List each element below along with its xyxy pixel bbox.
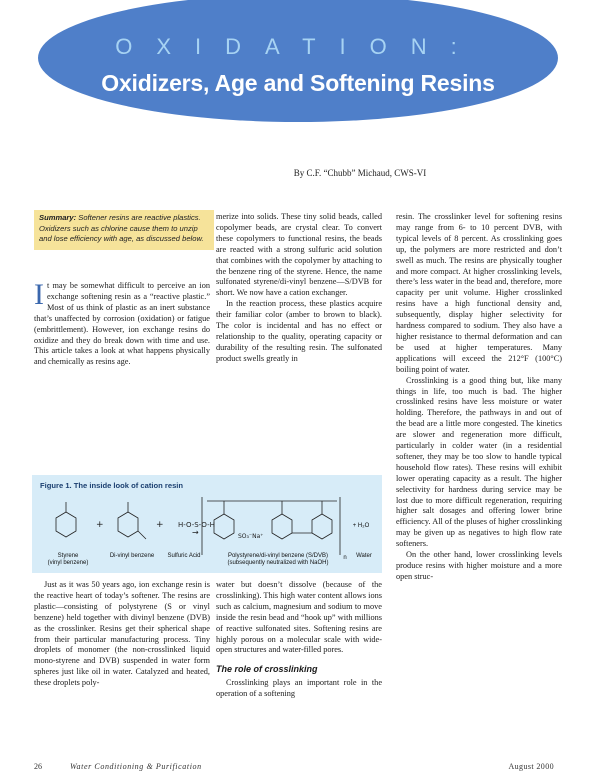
subhead-crosslinking: The role of crosslinking — [216, 664, 318, 675]
title-banner — [38, 0, 558, 122]
column-1-continued — [34, 580, 210, 689]
label-dvb: Di-vinyl benzene — [109, 553, 155, 559]
column-2-bottom — [216, 580, 382, 700]
paragraph: water but doesn’t dissolve (because of the crosslinking). This high water content allows ions such as calcium, magnesium and sodium to move inside the resin bead and “hook up” with millions of reactive sulfonated sites. Softening resins are highly porous on a molecular scale with wide-open structures and water-filled pores. — [216, 580, 382, 655]
intro-paragraph: t may be somewhat difficult to perceive an ion exchange softening resin as a “reactive plastic.” Most of us think of plastic as an inert substance that’s unaffected by corrosion (oxidation) or fatigue (embrittlement). However, ion exchange resins do oxidize and they do break down with time and use. This article takes a look at what happens physically and chemically as resins age. — [34, 281, 210, 367]
benzene-ring-product — [214, 514, 234, 539]
label-repeat-n: n — [343, 555, 347, 561]
paragraph: resin. The crosslinker level for softening resins may range from 6- to 10 percent DVB, with typical levels of 8 percent. As crosslinking goes up, the polymers are more restricted and don’t swell as much. The resins are physically tougher and more compact. At higher crosslinking levels, there’s less water in the bead and, therefore, more capacity per unit volume. Higher crosslinked resins have a high functional density and, subsequently, display higher selectivity for hardness compared to sodium. They also have a higher resistance to thermal deformation and can be used at higher temperatures. Many applications will exceed the 212°F (100°C) boiling point of water. — [396, 212, 562, 374]
label-product: Polystyrene/di-vinyl benzene (S/DVB) (subsequently neutralized with NaOH) — [227, 553, 329, 566]
label-styrene: Styrene (vinyl benzene) — [47, 553, 89, 566]
paragraph: merize into solids. These tiny solid beads, called copolymer beads, are crystal clear. To convert these copolymers to functional resins, the beads are reacted with a strong sulfuric acid solution that combines with the copolymer by attaching to the benzene ring of the styrene. Hence, the name sulfonated styrene/di-vinyl benzene—S/DVB for short. We now have a cation exchanger. — [216, 212, 382, 298]
summary-text: Softener resins are reactive plastics. Oxidizers such as chlorine cause them to unzip and lose efficiency with age, as discussed below. — [39, 213, 204, 244]
paragraph: Crosslinking plays an important role in the operation of a softening — [216, 678, 382, 699]
summary-box — [34, 210, 214, 250]
column-1-intro — [34, 278, 210, 368]
figure-cation-resin — [32, 475, 382, 573]
vinyl-bond — [138, 531, 146, 539]
section-kicker: OXIDATION: — [115, 34, 481, 59]
sulfuric-acid-formula: H-O-S-O-H — [178, 521, 215, 529]
plus-sign: + — [156, 520, 164, 530]
label-water: Water — [356, 553, 372, 559]
benzene-ring-styrene — [56, 512, 76, 537]
benzene-ring-product — [312, 514, 332, 539]
plus-sign: + — [96, 520, 104, 530]
label-h2o: + H₂O — [352, 523, 370, 529]
sulfonate-group: SO₃⁻Na⁺ — [238, 533, 264, 540]
paragraph: Just as it was 50 years ago, ion exchange resin is the reactive heart of today’s softener. The resins are plastic—consisting of polystyrene (S or vinyl benzene) held together with divinyl benzene (DVB) as the crosslinker. Resins get their spherical shape from their particular manufacturing process. Tiny droplets of monomer (the non-crosslinked liquid mono-styrene and DVB) suspended in water form spheres just like oil in water. Catalyzed and heated, these droplets poly- — [34, 580, 210, 688]
article-headline: Oxidizers, Age and Softening Resins — [101, 70, 495, 96]
column-3 — [396, 212, 562, 583]
paragraph: Crosslinking is a good thing but, like many things in life, too much is bad. The higher crosslinked resins have less moisture or water holding. Therefore, the pathways in and out of the bead are a little more congested. The kinetics are slower and regeneration more difficult, particularly in colder water (in a residential softener, they may be too slow to handle typical household flow rates). These resins will exhibit lower operating capacity as a result. The higher selectivity for hardness during service may be lost due to more difficult regeneration, requiring higher salt dosages and offering lower brine efficiency. All of the pluses of higher crosslinking may be given up as negatives to high flow rate softeners. — [396, 375, 562, 549]
reaction-arrow: → — [192, 528, 199, 537]
figure-title: Figure 1. The inside look of cation resin — [40, 481, 184, 490]
publication-name: Water Conditioning & Purification — [70, 762, 202, 771]
summary-label: Summary: — [39, 213, 77, 222]
paragraph: In the reaction process, these plastics acquire their familiar color (amber to brown to black). The color is incidental and has no effect or relationship to the quality, operating capacity or durability of the resulting resin. The sulfonated product swells greatly in — [216, 299, 382, 363]
paragraph: On the other hand, lower crosslinking levels produce resins with higher moisture and a more open struc- — [396, 550, 562, 581]
drop-cap: I — [34, 278, 44, 311]
benzene-ring-dvb — [118, 512, 138, 537]
page-number: 26 — [34, 762, 42, 771]
issue-date: August 2000 — [508, 762, 554, 771]
label-sulfuric-acid: Sulfuric Acid — [167, 553, 201, 559]
benzene-ring-product — [272, 514, 292, 539]
column-2-top — [216, 212, 382, 365]
byline: By C.F. “Chubb” Michaud, CWS-VI — [293, 168, 427, 178]
